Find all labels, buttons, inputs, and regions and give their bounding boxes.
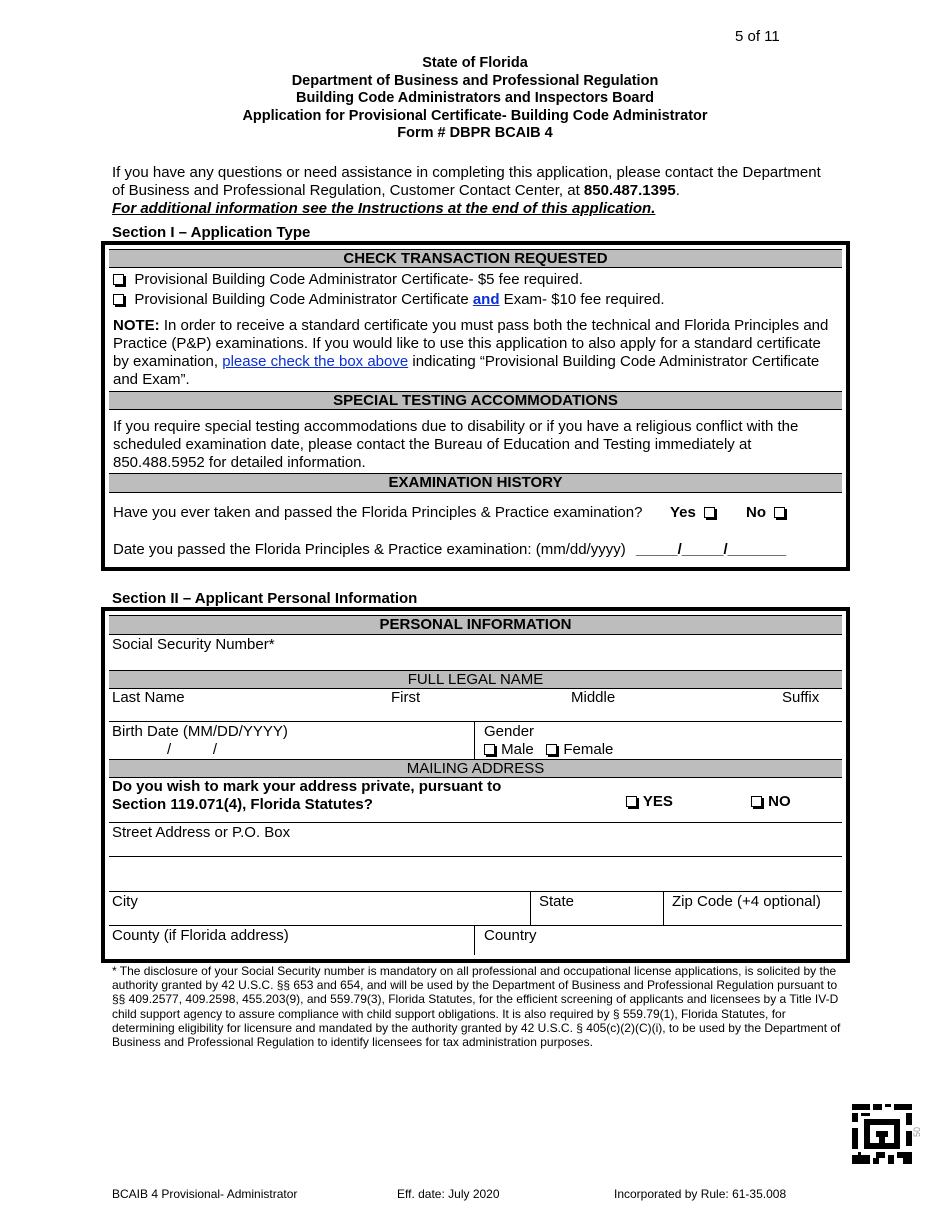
column-divider bbox=[474, 721, 475, 759]
column-divider bbox=[530, 891, 531, 925]
mailing-address-header: MAILING ADDRESS bbox=[109, 759, 842, 778]
option-exam-label: Provisional Building Code Administrator Certificate bbox=[134, 291, 473, 308]
section1-title-text: – Application Type bbox=[174, 224, 311, 241]
header-state: State of Florida bbox=[422, 55, 528, 71]
private-yes-option[interactable] bbox=[626, 793, 673, 810]
footer-form-name: BCAIB 4 Provisional- Administrator bbox=[112, 1187, 298, 1201]
middle-name-field[interactable]: Middle bbox=[571, 689, 616, 706]
option-provisional[interactable] bbox=[113, 270, 833, 290]
male-label: Male bbox=[501, 741, 534, 758]
and-link[interactable]: and bbox=[472, 291, 500, 308]
checkbox-icon[interactable] bbox=[484, 744, 495, 755]
exam-question-row bbox=[113, 504, 833, 522]
personal-info-header: PERSONAL INFORMATION bbox=[109, 615, 842, 635]
checkbox-icon[interactable] bbox=[113, 294, 124, 305]
row-divider bbox=[109, 925, 842, 926]
document-header bbox=[0, 55, 950, 143]
exam-yes-label: Yes bbox=[670, 504, 696, 521]
exam-history-header: EXAMINATION HISTORY bbox=[109, 473, 842, 493]
exam-date-field[interactable]: _____/_____/_______ bbox=[635, 541, 787, 558]
private-no-option[interactable] bbox=[751, 793, 791, 810]
additional-info-note: For additional information see the Instructions at the end of this application. bbox=[112, 200, 656, 217]
side-page-number: 50 bbox=[912, 1126, 923, 1138]
row-divider bbox=[109, 891, 842, 892]
zip-code-field[interactable]: Zip Code (+4 optional) bbox=[672, 893, 821, 910]
checkbox-icon[interactable] bbox=[751, 796, 762, 807]
row-divider bbox=[109, 856, 842, 857]
exam-date-label: Date you passed the Florida Principles & Practice examination: (mm/dd/yyyy) bbox=[113, 541, 626, 558]
special-testing-header: SPECIAL TESTING ACCOMMODATIONS bbox=[109, 391, 842, 410]
column-divider bbox=[474, 925, 475, 955]
private-yes-label: YES bbox=[642, 793, 673, 810]
header-board: Building Code Administrators and Inspectors Board bbox=[296, 90, 654, 106]
city-field[interactable]: City bbox=[112, 893, 138, 910]
street-address-field[interactable]: Street Address or P.O. Box bbox=[112, 824, 291, 841]
female-label: Female bbox=[563, 741, 614, 758]
section1-box bbox=[101, 241, 850, 571]
option-provisional-label: Provisional Building Code Administrator Certificate- $5 fee required. bbox=[134, 271, 583, 288]
exam-date-row bbox=[113, 541, 833, 559]
private-no-label: NO bbox=[768, 793, 791, 810]
intro-contact-text: If you have any questions or need assistance in completing this application, please contact the Department of Business and Professional Regulation, Customer Contact Center, at bbox=[112, 164, 821, 199]
last-name-field[interactable]: Last Name bbox=[112, 689, 185, 706]
special-testing-text: If you require special testing accommodations due to disability or if you have a religious conflict with the scheduled examination date, please contact the Bureau of Education and Testing immediately at 850.488.5952 for detailed information. bbox=[113, 418, 799, 471]
option-provisional-and-exam[interactable] bbox=[113, 290, 833, 310]
check-box-above-link[interactable]: please check the box above bbox=[222, 353, 409, 370]
transaction-options bbox=[113, 270, 833, 310]
option-exam-label-end: Exam- $10 fee required. bbox=[499, 291, 665, 308]
checkbox-icon[interactable] bbox=[704, 507, 715, 518]
contact-phone: 850.487.1395 bbox=[583, 182, 676, 199]
section2-title: Section II – Applicant Personal Information bbox=[112, 590, 418, 607]
private-address-question: Do you wish to mark your address private, pursuant to Section 119.071(4), Florida Statutes? bbox=[112, 778, 502, 813]
ssn-disclosure-footnote: * The disclosure of your Social Security number is mandatory on all professional and occupational license applications, is solicited by the authority granted by 42 U.S.C. §§ 653 and 654, and will be used by the Department of Business and Professional Regulation pursuant to §§ 409.2577, 409.2598, 455.203(9), and 559.79(3), Florida Statutes, for the efficient screening of applicants and licensees by a Title IV-D child support agency to assure compliance with child support obligations. It is also required by § 559.79(1), Florida Statutes, for determining eligibility for licensure and mandated by the authority granted by 42 U.S.C. § 405(c)(2)(C)(i), to be used by the Department of Business and Professional Regulation to identify licensees for tax administration purposes. bbox=[112, 964, 841, 1050]
suffix-field[interactable]: Suffix bbox=[782, 689, 820, 706]
qr-code-icon bbox=[852, 1104, 912, 1164]
header-application: Application for Provisional Certificate- Building Code Administrator bbox=[242, 107, 708, 124]
country-field[interactable]: Country bbox=[484, 927, 537, 944]
exam-question: Have you ever taken and passed the Florida Principles & Practice examination? bbox=[113, 504, 643, 521]
note-text: In order to receive a standard certificate you must pass both the technical and Florida Principles and Practice (P&P) examinations. If you would like to use this application to also apply for a standard certificate by examination, bbox=[113, 317, 829, 370]
section1-title bbox=[112, 224, 310, 241]
footer-rule: Incorporated by Rule: 61-35.008 bbox=[614, 1187, 787, 1201]
intro-period: . bbox=[675, 182, 680, 199]
footer-effective-date: Eff. date: July 2020 bbox=[397, 1187, 500, 1201]
checkbox-icon[interactable] bbox=[774, 507, 785, 518]
first-name-field[interactable]: First bbox=[391, 689, 421, 706]
birth-date-field[interactable]: Birth Date (MM/DD/YYYY) bbox=[112, 723, 288, 740]
header-department: Department of Business and Professional Regulation bbox=[291, 72, 659, 89]
exam-no-label: No bbox=[746, 504, 766, 521]
exam-yes[interactable] bbox=[670, 504, 717, 522]
column-divider bbox=[663, 891, 664, 925]
row-divider bbox=[109, 721, 842, 722]
exam-no[interactable] bbox=[746, 504, 787, 522]
note-label: NOTE: bbox=[113, 317, 160, 334]
state-field[interactable]: State bbox=[539, 893, 575, 910]
check-transaction-header: CHECK TRANSACTION REQUESTED bbox=[109, 249, 842, 268]
note-paragraph bbox=[113, 317, 835, 389]
gender-label: Gender bbox=[484, 723, 535, 740]
checkbox-icon[interactable] bbox=[546, 744, 557, 755]
birth-date-slashes: / / bbox=[167, 741, 218, 758]
county-field[interactable]: County (if Florida address) bbox=[112, 927, 289, 944]
gender-male-option[interactable] bbox=[484, 741, 534, 758]
header-form-number: Form # DBPR BCAIB 4 bbox=[397, 125, 553, 141]
section1-title-label: Section I bbox=[112, 224, 175, 241]
full-legal-name-header: FULL LEGAL NAME bbox=[109, 670, 842, 689]
note-end: indicating “Provisional Building Code Administrator Certificate and Exam”. bbox=[113, 353, 820, 388]
page-number: 5 of 11 bbox=[735, 28, 780, 45]
checkbox-icon[interactable] bbox=[626, 796, 637, 807]
section2-box bbox=[101, 607, 850, 963]
checkbox-icon[interactable] bbox=[113, 274, 124, 285]
row-divider bbox=[109, 822, 842, 823]
gender-options bbox=[484, 741, 613, 758]
ssn-field[interactable]: Social Security Number* bbox=[112, 636, 275, 653]
gender-female-option[interactable] bbox=[546, 741, 613, 758]
intro-text bbox=[112, 164, 832, 218]
